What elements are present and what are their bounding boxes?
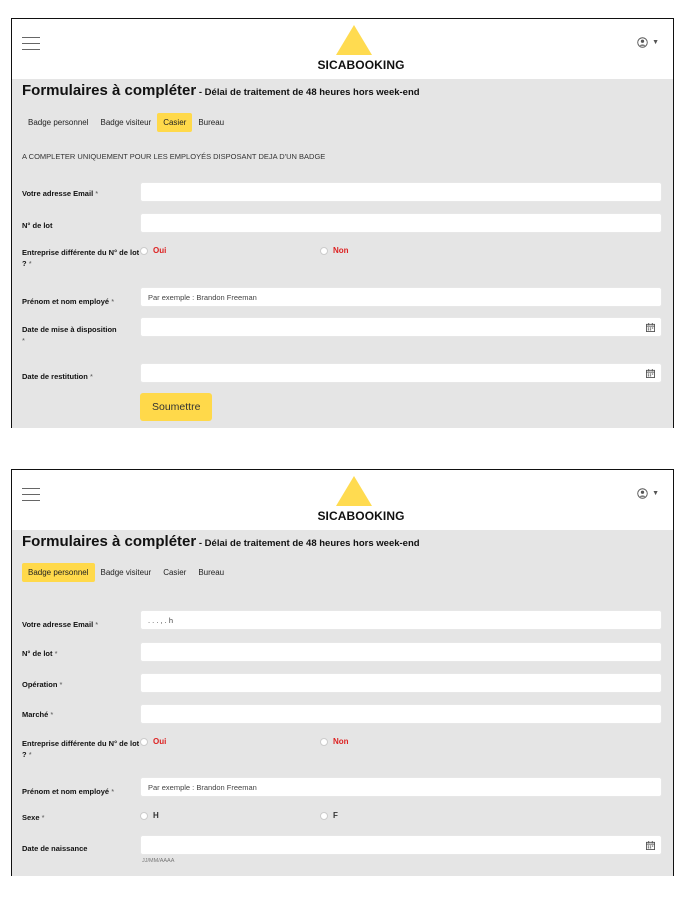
operation-label xyxy=(22,679,142,690)
required-mark: * xyxy=(54,649,58,658)
logo-text: SICABOOKING xyxy=(317,58,405,72)
lot-input[interactable] xyxy=(140,642,662,662)
radio-circle xyxy=(320,247,328,255)
date-format-hint: JJ/MM/AAAA xyxy=(142,858,175,864)
restitution-label-text: Date de restitution xyxy=(22,372,88,381)
chevron-down-icon: ▼ xyxy=(652,490,659,497)
tab-bureau[interactable]: Bureau xyxy=(198,568,225,577)
prenom-label xyxy=(22,296,142,307)
hamburger-menu-icon[interactable] xyxy=(22,37,40,51)
form-tabs xyxy=(22,563,230,582)
tab-casier[interactable]: Casier xyxy=(163,568,187,577)
radio-f-label: F xyxy=(333,811,338,820)
prenom-input[interactable] xyxy=(140,777,662,797)
mise-disposition-label xyxy=(22,324,142,346)
operation-label-text: Opération xyxy=(22,680,58,689)
lot-label xyxy=(22,648,142,659)
lot-label: N° de lot xyxy=(22,221,53,230)
page-title xyxy=(22,82,420,99)
top-navbar xyxy=(12,19,673,79)
radio-circle xyxy=(320,738,328,746)
radio-entreprise-oui[interactable] xyxy=(140,246,166,255)
email-input[interactable] xyxy=(140,182,662,202)
user-menu[interactable] xyxy=(637,37,659,48)
mise-disposition-label-text: Date de mise à disposition xyxy=(22,325,117,334)
radio-entreprise-non[interactable] xyxy=(320,737,349,746)
entreprise-label-text: Entreprise différente du N° de lot ? xyxy=(22,248,140,268)
tab-badge-personnel[interactable]: Badge personnel xyxy=(28,118,89,127)
page-title-subtitle: - Délai de traitement de 48 heures hors week-end xyxy=(196,538,420,549)
page-title xyxy=(22,533,420,550)
lot-label-text: N° de lot xyxy=(22,649,53,658)
calendar-icon[interactable] xyxy=(646,323,655,332)
prenom-input[interactable] xyxy=(140,287,662,307)
mise-disposition-date-input[interactable] xyxy=(140,317,662,337)
hamburger-menu-icon[interactable] xyxy=(22,488,40,502)
email-label xyxy=(22,188,142,199)
radio-circle xyxy=(140,738,148,746)
lot-input[interactable] xyxy=(140,213,662,233)
page-title-subtitle: - Délai de traitement de 48 heures hors week-end xyxy=(196,87,420,98)
required-mark: * xyxy=(59,680,63,689)
page-title-main: Formulaires à compléter xyxy=(22,82,197,99)
tab-casier[interactable]: Casier xyxy=(157,113,192,132)
user-icon xyxy=(637,488,648,499)
tab-bureau[interactable]: Bureau xyxy=(198,118,225,127)
naissance-label: Date de naissance xyxy=(22,844,88,853)
required-mark: * xyxy=(50,710,54,719)
tab-badge-visiteur[interactable]: Badge visiteur xyxy=(100,118,152,127)
top-navbar xyxy=(12,470,673,530)
chevron-down-icon: ▼ xyxy=(652,39,659,46)
radio-non-label: Non xyxy=(333,246,349,255)
calendar-icon[interactable] xyxy=(646,841,655,850)
marche-label xyxy=(22,709,142,720)
radio-entreprise-oui[interactable] xyxy=(140,737,166,746)
prenom-label-text: Prénom et nom employé xyxy=(22,297,110,306)
radio-circle xyxy=(140,812,148,820)
radio-non-label: Non xyxy=(333,737,349,746)
marche-label-text: Marché xyxy=(22,710,49,719)
entreprise-label-text: Entreprise différente du N° de lot ? xyxy=(22,739,140,759)
submit-button[interactable]: Soumettre xyxy=(140,393,212,421)
user-icon xyxy=(637,37,648,48)
sicabooking-logo[interactable] xyxy=(301,25,421,75)
form-area xyxy=(12,79,673,428)
prenom-placeholder: Par exemple : Brandon Freeman xyxy=(148,782,257,792)
radio-sexe-h[interactable] xyxy=(140,811,159,820)
radio-circle xyxy=(140,247,148,255)
email-input[interactable] xyxy=(140,610,662,630)
casier-notice: A COMPLETER UNIQUEMENT POUR LES EMPLOYÉS DISPOSANT DEJA D'UN BADGE xyxy=(22,152,326,161)
required-mark: * xyxy=(28,259,32,268)
prenom-label xyxy=(22,786,142,797)
badge-personnel-form-panel xyxy=(11,469,674,876)
required-mark: * xyxy=(28,750,32,759)
marche-input[interactable] xyxy=(140,704,662,724)
sexe-label-text: Sexe xyxy=(22,813,40,822)
restitution-label xyxy=(22,371,142,382)
tab-badge-personnel[interactable]: Badge personnel xyxy=(22,563,95,582)
calendar-icon[interactable] xyxy=(646,369,655,378)
entreprise-label xyxy=(22,738,142,760)
page-title-main: Formulaires à compléter xyxy=(22,533,197,550)
naissance-date-input[interactable] xyxy=(140,835,662,855)
operation-input[interactable] xyxy=(140,673,662,693)
email-label-text: Votre adresse Email xyxy=(22,620,94,629)
required-mark: * xyxy=(89,372,93,381)
required-mark: * xyxy=(95,620,99,629)
entreprise-label xyxy=(22,247,142,269)
radio-oui-label: Oui xyxy=(153,246,167,255)
radio-circle xyxy=(320,812,328,820)
logo-triangle-icon xyxy=(336,25,372,55)
casier-form-panel xyxy=(11,18,674,428)
prenom-placeholder: Par exemple : Brandon Freeman xyxy=(148,292,257,302)
email-label xyxy=(22,619,142,630)
form-area xyxy=(12,530,673,876)
required-mark: * xyxy=(111,787,115,796)
required-mark: * xyxy=(41,813,45,822)
required-mark: * xyxy=(22,336,25,345)
email-label-text: Votre adresse Email xyxy=(22,189,94,198)
sexe-label xyxy=(22,812,142,823)
radio-oui-label: Oui xyxy=(153,737,167,746)
logo-triangle-icon xyxy=(336,476,372,506)
sicabooking-logo[interactable] xyxy=(301,476,421,526)
form-tabs xyxy=(22,113,230,132)
required-mark: * xyxy=(111,297,115,306)
required-mark: * xyxy=(95,189,99,198)
restitution-date-input[interactable] xyxy=(140,363,662,383)
radio-entreprise-non[interactable] xyxy=(320,246,349,255)
tab-badge-visiteur[interactable]: Badge visiteur xyxy=(100,568,152,577)
email-value: . . . , . h xyxy=(148,615,174,625)
user-menu[interactable] xyxy=(637,488,659,499)
radio-sexe-f[interactable] xyxy=(320,811,338,820)
radio-h-label: H xyxy=(153,811,159,820)
prenom-label-text: Prénom et nom employé xyxy=(22,787,110,796)
logo-text: SICABOOKING xyxy=(317,509,405,523)
